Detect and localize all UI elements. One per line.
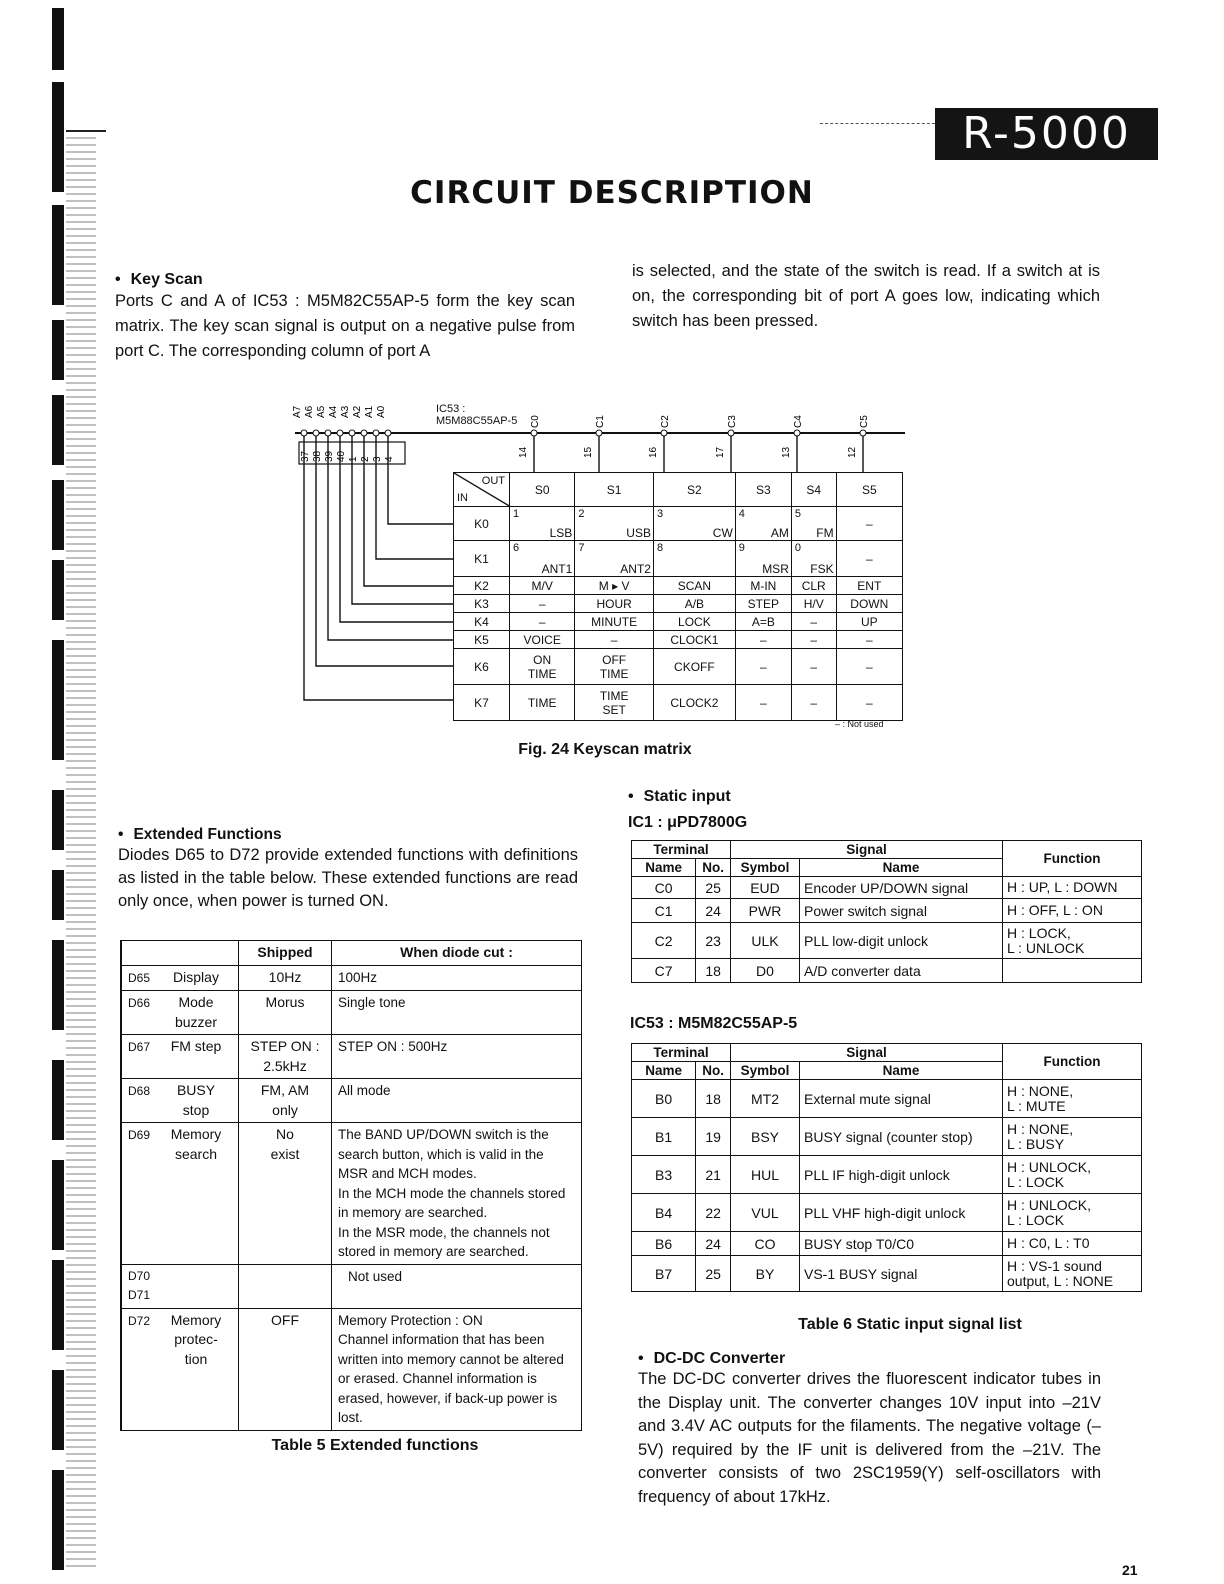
ic1-h-no: No. — [696, 859, 731, 877]
signal-sig: PLL low-digit unlock — [800, 923, 1003, 959]
ic53-h-name: Name — [632, 1062, 696, 1080]
matrix-key — [575, 613, 654, 631]
dcdc-section — [638, 1350, 1101, 1509]
key-label: ON TIME — [527, 652, 557, 681]
signal-sig: BUSY signal (counter stop) — [800, 1118, 1003, 1156]
ex-diode: D66 — [128, 996, 151, 1010]
port-a-pin-label: A6 — [304, 405, 315, 418]
matrix-key — [791, 595, 836, 613]
ex-function: Memory protec- tion — [170, 1311, 222, 1367]
ex-diode-cell — [121, 1264, 239, 1308]
signal-sig: Encoder UP/DOWN signal — [800, 877, 1003, 899]
key-label: – — [759, 695, 767, 710]
matrix-key — [510, 595, 575, 613]
key-label: – — [810, 659, 818, 674]
key-label: – — [865, 659, 873, 674]
key-label: FM — [816, 526, 834, 540]
fig24-caption: Fig. 24 Keyscan matrix — [518, 741, 692, 758]
signal-fn: H : UNLOCK, L : LOCK — [1003, 1156, 1142, 1194]
port-c-pin-label: C1 — [595, 415, 606, 428]
ic1-h-signal: Signal — [731, 841, 1003, 859]
key-scan-heading: • Key Scan — [115, 271, 575, 289]
matrix-key — [791, 649, 836, 685]
ex-when-cut: 100Hz — [332, 965, 582, 991]
signal-no: 25 — [696, 877, 731, 899]
signal-name: B7 — [632, 1256, 696, 1292]
pin-node — [325, 430, 331, 436]
model-logo: R-5000 — [935, 108, 1158, 160]
ic1-h-name: Name — [632, 859, 696, 877]
ex-when-cut: Single tone — [332, 991, 582, 1035]
key-digit: 8 — [656, 542, 664, 554]
signal-sym: MT2 — [731, 1080, 800, 1118]
ic1-signal-table — [631, 840, 1142, 983]
binder-line — [66, 130, 106, 132]
matrix-row-k1: K1 — [454, 541, 510, 577]
port-a-pin-label: A7 — [292, 405, 303, 418]
matrix-key — [836, 595, 902, 613]
matrix-row-k6: K6 — [454, 649, 510, 685]
matrix-key — [735, 595, 791, 613]
ex-diode-cell — [121, 1308, 239, 1430]
signal-sym: BY — [731, 1256, 800, 1292]
matrix-key — [575, 577, 654, 595]
signal-sym: PWR — [731, 899, 800, 923]
signal-no: 18 — [696, 959, 731, 983]
key-label: MINUTE — [591, 614, 638, 629]
matrix-key — [836, 577, 902, 595]
port-a-pin-label: A4 — [328, 405, 339, 418]
extended-text: Diodes D65 to D72 provide extended functions with definitions as listed in the table below. These extended functions are read only once, when power is turned ON. — [118, 846, 578, 910]
matrix-key — [836, 613, 902, 631]
key-label: CW — [712, 526, 733, 540]
ex-shipped — [239, 1264, 332, 1308]
extended-functions-table — [120, 940, 582, 1431]
matrix-key — [735, 577, 791, 595]
signal-fn: H : NONE, L : BUSY — [1003, 1118, 1142, 1156]
matrix-key — [653, 595, 735, 613]
ex-col-shipped: Shipped — [239, 941, 332, 966]
port-c-pin-number: 12 — [847, 446, 858, 458]
pin-node — [385, 430, 391, 436]
key-label: – — [865, 632, 873, 647]
signal-no: 23 — [696, 923, 731, 959]
signal-name: B3 — [632, 1156, 696, 1194]
signal-sig: A/D converter data — [800, 959, 1003, 983]
key-label: – — [759, 632, 767, 647]
signal-no: 25 — [696, 1256, 731, 1292]
key-digit: 6 — [513, 542, 520, 554]
key-label: – — [865, 516, 873, 531]
key-digit: 4 — [738, 508, 745, 520]
key-label: LSB — [549, 526, 573, 540]
matrix-key — [575, 595, 654, 613]
ex-diode-cell — [121, 1123, 239, 1265]
matrix-key — [735, 631, 791, 649]
key-label: H/V — [803, 596, 824, 611]
matrix-row-k3: K3 — [454, 595, 510, 613]
binding-edge — [52, 0, 66, 1584]
signal-fn: H : UP, L : DOWN — [1003, 877, 1142, 899]
ex-when-cut: STEP ON : 500Hz — [332, 1035, 582, 1079]
ic1-h-terminal: Terminal — [632, 841, 731, 859]
ic53-h-signal-name: Name — [800, 1062, 1003, 1080]
signal-sig: VS-1 BUSY signal — [800, 1256, 1003, 1292]
key-label: HOUR — [596, 596, 632, 611]
matrix-key — [791, 685, 836, 721]
signal-no: 22 — [696, 1194, 731, 1232]
matrix-key — [510, 577, 575, 595]
matrix-col-s3: S3 — [735, 473, 791, 507]
matrix-key — [653, 631, 735, 649]
port-a-pin-label: A0 — [376, 405, 387, 418]
signal-sig: External mute signal — [800, 1080, 1003, 1118]
port-c-pin-label: C4 — [793, 415, 804, 428]
port-a-pin-number: 38 — [312, 450, 323, 462]
key-label: – — [810, 695, 818, 710]
key-label: M/V — [531, 578, 553, 593]
matrix-row-k4: K4 — [454, 613, 510, 631]
key-label: MSR — [762, 562, 789, 576]
key-label: – — [865, 695, 873, 710]
signal-sym: ULK — [731, 923, 800, 959]
signal-sym: D0 — [731, 959, 800, 983]
matrix-key — [575, 685, 654, 721]
ex-when-cut: All mode — [332, 1079, 582, 1123]
ic53-label: IC53 : M5M88C55AP-5 — [436, 403, 518, 427]
ex-diode: D70 D71 — [128, 1268, 151, 1302]
extended-heading: • Extended Functions — [118, 826, 578, 844]
static-input-heading: • Static input — [628, 788, 1148, 806]
ex-diode: D65 — [128, 970, 151, 985]
table5-caption: Table 5 Extended functions — [271, 1437, 479, 1454]
key-digit: 2 — [578, 508, 585, 520]
matrix-row-k0: K0 — [454, 507, 510, 541]
ex-when-cut: Memory Protection : ON Channel information that has been written into memory cannot be altered or erased. Channel information is erased, however, if back-up power is lost. — [332, 1308, 582, 1430]
ic53-h-signal: Signal — [731, 1044, 1003, 1062]
ex-shipped: No exist — [239, 1123, 332, 1265]
port-a-wire — [388, 436, 453, 524]
port-c-pin-number: 16 — [648, 446, 659, 458]
signal-no: 24 — [696, 1232, 731, 1256]
key-label: – — [810, 632, 818, 647]
port-a-pin-label: A1 — [364, 405, 375, 418]
matrix-key — [791, 541, 836, 577]
scan-noise — [66, 130, 96, 1570]
key-digit: 5 — [794, 508, 801, 520]
matrix-key — [836, 685, 902, 721]
key-label: – — [610, 632, 618, 647]
port-a-wire — [304, 436, 453, 700]
matrix-row-k7: K7 — [454, 685, 510, 721]
corner-in-label: IN — [457, 492, 468, 504]
matrix-col-s0: S0 — [510, 473, 575, 507]
matrix-key — [510, 613, 575, 631]
signal-fn: H : VS-1 sound output, L : NONE — [1003, 1256, 1142, 1292]
key-digit: 0 — [794, 542, 801, 554]
signal-no: 21 — [696, 1156, 731, 1194]
signal-sig: Power switch signal — [800, 899, 1003, 923]
matrix-key — [836, 507, 902, 541]
ic1-h-signal-name: Name — [800, 859, 1003, 877]
matrix-key — [836, 631, 902, 649]
matrix-key — [653, 577, 735, 595]
port-c-pin-label: C2 — [660, 415, 671, 428]
key-scan-section — [115, 271, 575, 364]
signal-sym: VUL — [731, 1194, 800, 1232]
matrix-key — [791, 577, 836, 595]
signal-name: C2 — [632, 923, 696, 959]
ex-function: FM step — [170, 1038, 222, 1054]
pin-node — [337, 430, 343, 436]
key-label: CLR — [801, 578, 826, 593]
pin-node — [531, 430, 537, 436]
signal-sig: BUSY stop T0/C0 — [800, 1232, 1003, 1256]
ic53-h-symbol: Symbol — [731, 1062, 800, 1080]
key-digit: 3 — [656, 508, 664, 520]
key-label: CLOCK2 — [670, 695, 719, 710]
ex-diode: D67 — [128, 1040, 151, 1054]
matrix-key — [653, 541, 735, 577]
matrix-key — [510, 631, 575, 649]
ex-function: BUSY stop — [176, 1082, 216, 1118]
matrix-key — [791, 613, 836, 631]
key-label: CLOCK1 — [670, 632, 719, 647]
signal-sym: EUD — [731, 877, 800, 899]
key-label: ANT1 — [541, 562, 573, 576]
key-label: – — [810, 614, 818, 629]
ex-shipped: Morus — [239, 991, 332, 1035]
key-digit: 9 — [738, 542, 745, 554]
key-label: AM — [770, 526, 789, 540]
ex-diode-cell — [121, 1035, 239, 1079]
port-a-pin-number: 3 — [372, 456, 383, 462]
ex-diode-cell — [121, 1079, 239, 1123]
matrix-key — [575, 541, 654, 577]
pin-node — [361, 430, 367, 436]
port-a-pin-number: 40 — [336, 450, 347, 462]
key-label: STEP — [747, 596, 779, 611]
pin-node — [313, 430, 319, 436]
signal-fn: H : NONE, L : MUTE — [1003, 1080, 1142, 1118]
key-label: LOCK — [678, 614, 711, 629]
ic1-title: IC1 : μPD7800G — [628, 814, 748, 831]
port-a-pin-label: A3 — [340, 405, 351, 418]
port-a-pin-number: 1 — [348, 456, 359, 462]
dcdc-heading: • DC-DC Converter — [638, 1350, 1101, 1368]
signal-sig: PLL IF high-digit unlock — [800, 1156, 1003, 1194]
pin-node — [860, 430, 866, 436]
port-c-pin-number: 14 — [518, 446, 529, 458]
port-c-pin-label: C3 — [727, 415, 738, 428]
matrix-col-s1: S1 — [575, 473, 654, 507]
matrix-corner — [454, 473, 510, 507]
static-input-section — [628, 788, 1148, 832]
matrix-key — [653, 649, 735, 685]
ic53-signal-table — [631, 1043, 1142, 1292]
matrix-row-k5: K5 — [454, 631, 510, 649]
signal-no: 18 — [696, 1080, 731, 1118]
key-label: ENT — [857, 578, 882, 593]
ex-diode-cell — [121, 991, 239, 1035]
pin-node — [373, 430, 379, 436]
port-a-pin-label: A5 — [316, 405, 327, 418]
ic53-h-function: Function — [1003, 1044, 1142, 1080]
port-c-pin-label: C0 — [530, 415, 541, 428]
pin-node — [794, 430, 800, 436]
matrix-key — [735, 541, 791, 577]
matrix-key — [836, 649, 902, 685]
dcdc-text: The DC-DC converter drives the fluorescent indicator tubes in the Display unit. The converter changes 10V input into –21V and 3.4V AC outputs for the filaments. The negative voltage (–5V) required by the IF unit is delivered from the –21V. The converter consists of two 2SC1959(Y) self-oscillators with frequency of about 17kHz. — [638, 1370, 1101, 1506]
signal-fn — [1003, 959, 1142, 983]
signal-name: C7 — [632, 959, 696, 983]
ex-diode: D68 — [128, 1084, 151, 1098]
matrix-key — [735, 613, 791, 631]
port-c-pin-number: 17 — [715, 446, 726, 458]
ex-when-cut: Not used — [332, 1264, 582, 1308]
matrix-key — [575, 631, 654, 649]
key-label: ANT2 — [620, 562, 651, 576]
matrix-col-s4: S4 — [791, 473, 836, 507]
signal-fn: H : OFF, L : ON — [1003, 899, 1142, 923]
ic1-h-function: Function — [1003, 841, 1142, 877]
table6-caption: Table 6 Static input signal list — [798, 1316, 1022, 1333]
signal-sym: HUL — [731, 1156, 800, 1194]
signal-name: B6 — [632, 1232, 696, 1256]
key-label: – — [759, 659, 767, 674]
matrix-key — [510, 649, 575, 685]
extended-section — [118, 826, 578, 913]
port-c-pin-number: 13 — [781, 446, 792, 458]
matrix-key — [510, 685, 575, 721]
signal-name: C0 — [632, 877, 696, 899]
ex-shipped: FM, AM only — [239, 1079, 332, 1123]
key-label: FSK — [810, 562, 834, 576]
matrix-row-k2: K2 — [454, 577, 510, 595]
key-label: VOICE — [523, 632, 561, 647]
keyscan-matrix-table — [453, 472, 903, 721]
key-label: TIME SET — [599, 688, 629, 717]
port-a-pin-number: 37 — [300, 450, 311, 462]
key-label: M-IN — [750, 578, 777, 593]
key-label: TIME — [527, 695, 557, 710]
pin-node — [301, 430, 307, 436]
matrix-key — [735, 685, 791, 721]
key-label: A=B — [751, 614, 775, 629]
key-label: OFF TIME — [599, 652, 629, 681]
signal-sym: BSY — [731, 1118, 800, 1156]
matrix-key — [735, 649, 791, 685]
ex-function: Memory search — [170, 1126, 222, 1162]
key-label: – — [538, 614, 546, 629]
header-rule — [820, 123, 935, 124]
pin-node — [728, 430, 734, 436]
signal-fn: H : UNLOCK, L : LOCK — [1003, 1194, 1142, 1232]
key-label: – — [865, 551, 873, 566]
pin-node — [661, 430, 667, 436]
key-label: M ▸ V — [598, 578, 630, 593]
ex-shipped: STEP ON : 2.5kHz — [239, 1035, 332, 1079]
matrix-key — [735, 507, 791, 541]
signal-no: 19 — [696, 1118, 731, 1156]
ic1-h-symbol: Symbol — [731, 859, 800, 877]
ex-function: Mode buzzer — [174, 994, 218, 1030]
ic53-h-no: No. — [696, 1062, 731, 1080]
matrix-key — [575, 507, 654, 541]
matrix-col-s5: S5 — [836, 473, 902, 507]
port-a-pin-number: 39 — [324, 450, 335, 462]
ex-col-cut: When diode cut : — [332, 941, 582, 966]
key-digit: 7 — [578, 542, 585, 554]
signal-name: B1 — [632, 1118, 696, 1156]
matrix-key — [791, 631, 836, 649]
key-digit: 1 — [513, 508, 520, 520]
ex-diode: D72 — [128, 1313, 151, 1328]
port-a-pin-label: A2 — [352, 405, 363, 418]
key-label: A/B — [684, 596, 705, 611]
ex-diode-cell — [121, 965, 239, 991]
ex-shipped: 10Hz — [239, 965, 332, 991]
ex-diode: D69 — [128, 1128, 151, 1142]
matrix-key — [653, 613, 735, 631]
key-scan-text-right: is selected, and the state of the switch is read. If a switch at is on, the corresponding bit of port A goes low, indicating which switch has been pressed. — [632, 262, 1100, 330]
matrix-key — [510, 541, 575, 577]
matrix-note: – : Not used — [835, 719, 884, 729]
signal-no: 24 — [696, 899, 731, 923]
signal-name: B0 — [632, 1080, 696, 1118]
port-c-pin-label: C5 — [859, 415, 870, 428]
signal-fn: H : LOCK, L : UNLOCK — [1003, 923, 1142, 959]
ex-when-cut: The BAND UP/DOWN switch is the search button, which is valid in the MSR and MCH modes. In the MCH mode the channels stored in memory are searched. In the MSR mode, the channels not stored in memory are searched. — [332, 1123, 582, 1265]
matrix-key — [836, 541, 902, 577]
key-label: DOWN — [850, 596, 889, 611]
port-a-pin-number: 2 — [360, 456, 371, 462]
port-a-pin-number: 4 — [384, 456, 395, 462]
key-label: USB — [626, 526, 651, 540]
matrix-key — [575, 649, 654, 685]
pin-node — [596, 430, 602, 436]
page-title: CIRCUIT DESCRIPTION — [410, 175, 814, 211]
ic53-h-terminal: Terminal — [632, 1044, 731, 1062]
ex-shipped: OFF — [239, 1308, 332, 1430]
port-a-wire — [328, 436, 453, 640]
page-number: 21 — [1122, 1562, 1138, 1578]
key-label: CKOFF — [674, 659, 715, 674]
port-c-pin-number: 15 — [583, 446, 594, 458]
port-a-wire — [316, 436, 453, 666]
signal-sym: CO — [731, 1232, 800, 1256]
matrix-col-s2: S2 — [653, 473, 735, 507]
ex-col-blank — [121, 941, 239, 966]
key-label: SCAN — [677, 578, 712, 593]
matrix-key — [653, 685, 735, 721]
signal-sig: PLL VHF high-digit unlock — [800, 1194, 1003, 1232]
ic53-title: IC53 : M5M82C55AP-5 — [630, 1015, 798, 1032]
key-scan-text-left: Ports C and A of IC53 : M5M82C55AP-5 form the key scan matrix. The key scan signal is output on a negative pulse from port C. The corresponding column of port A — [115, 292, 575, 360]
matrix-key — [510, 507, 575, 541]
corner-out-label: OUT — [481, 475, 505, 487]
signal-name: C1 — [632, 899, 696, 923]
matrix-key — [653, 507, 735, 541]
matrix-key — [791, 507, 836, 541]
ex-function: Display — [173, 968, 219, 985]
signal-name: B4 — [632, 1194, 696, 1232]
key-label: – — [538, 596, 546, 611]
signal-fn: H : C0, L : T0 — [1003, 1232, 1142, 1256]
pin-node — [349, 430, 355, 436]
key-label: UP — [860, 614, 878, 629]
